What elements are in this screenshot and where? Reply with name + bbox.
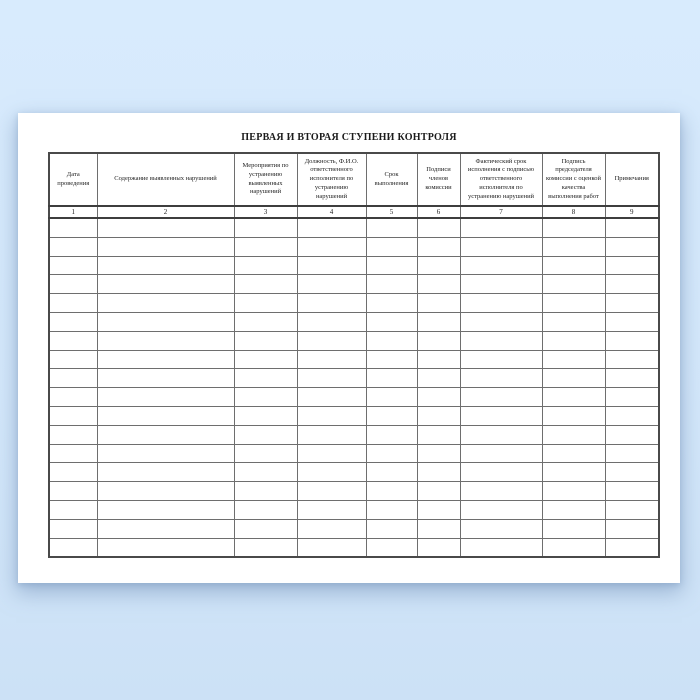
table-cell-empty bbox=[542, 369, 605, 388]
table-row bbox=[49, 500, 659, 519]
table-cell-empty bbox=[366, 218, 417, 237]
table-cell-empty bbox=[366, 369, 417, 388]
table-cell-empty bbox=[366, 350, 417, 369]
table-cell-empty bbox=[97, 256, 234, 275]
table-cell-empty bbox=[97, 275, 234, 294]
table-cell-empty bbox=[97, 369, 234, 388]
table-cell-empty bbox=[297, 256, 366, 275]
table-cell-empty bbox=[297, 425, 366, 444]
table-cell-empty bbox=[417, 406, 460, 425]
table-cell-empty bbox=[49, 275, 97, 294]
column-number: 1 bbox=[49, 206, 97, 218]
table-cell-empty bbox=[97, 463, 234, 482]
column-header: Мероприятия по устранению выявленных нарушений bbox=[234, 153, 297, 206]
document-page bbox=[18, 113, 680, 583]
table-cell-empty bbox=[49, 294, 97, 313]
table-cell-empty bbox=[234, 275, 297, 294]
table-cell-empty bbox=[417, 388, 460, 407]
table-row bbox=[49, 519, 659, 538]
table-cell-empty bbox=[417, 312, 460, 331]
column-header: Содержание выявленных нарушений bbox=[97, 153, 234, 206]
table-cell-empty bbox=[542, 463, 605, 482]
table-cell-empty bbox=[97, 538, 234, 557]
table-cell-empty bbox=[234, 256, 297, 275]
table-cell-empty bbox=[542, 500, 605, 519]
table-cell-empty bbox=[542, 331, 605, 350]
table-cell-empty bbox=[417, 444, 460, 463]
table-row bbox=[49, 256, 659, 275]
table-row bbox=[49, 425, 659, 444]
table-cell-empty bbox=[49, 406, 97, 425]
column-header: Дата проведения bbox=[49, 153, 97, 206]
table-cell-empty bbox=[460, 482, 542, 501]
table-cell-empty bbox=[542, 388, 605, 407]
table-cell-empty bbox=[297, 500, 366, 519]
table-cell-empty bbox=[234, 331, 297, 350]
table-row bbox=[49, 331, 659, 350]
column-number: 4 bbox=[297, 206, 366, 218]
table-row bbox=[49, 482, 659, 501]
table-cell-empty bbox=[297, 538, 366, 557]
table-cell-empty bbox=[297, 312, 366, 331]
table-cell-empty bbox=[297, 388, 366, 407]
table-cell-empty bbox=[49, 312, 97, 331]
table-cell-empty bbox=[297, 463, 366, 482]
column-number: 8 bbox=[542, 206, 605, 218]
table-cell-empty bbox=[542, 538, 605, 557]
table-cell-empty bbox=[366, 444, 417, 463]
table-cell-empty bbox=[605, 538, 659, 557]
table-cell-empty bbox=[460, 500, 542, 519]
column-header: Фактический срок исполнения с подписью ответственного исполнителя по устранению нарушений bbox=[460, 153, 542, 206]
table-cell-empty bbox=[542, 519, 605, 538]
table-cell-empty bbox=[297, 369, 366, 388]
table-cell-empty bbox=[297, 218, 366, 237]
table-row bbox=[49, 275, 659, 294]
table-cell-empty bbox=[542, 294, 605, 313]
table-cell-empty bbox=[297, 406, 366, 425]
table-cell-empty bbox=[49, 331, 97, 350]
table-cell-empty bbox=[49, 369, 97, 388]
table-cell-empty bbox=[297, 275, 366, 294]
table-cell-empty bbox=[234, 482, 297, 501]
table-cell-empty bbox=[234, 350, 297, 369]
table-cell-empty bbox=[234, 388, 297, 407]
table-cell-empty bbox=[460, 237, 542, 256]
table-cell-empty bbox=[97, 350, 234, 369]
table-cell-empty bbox=[366, 482, 417, 501]
table-cell-empty bbox=[460, 406, 542, 425]
table-row bbox=[49, 463, 659, 482]
table-cell-empty bbox=[49, 350, 97, 369]
table-cell-empty bbox=[49, 256, 97, 275]
table-cell-empty bbox=[417, 463, 460, 482]
table-cell-empty bbox=[460, 463, 542, 482]
table-row bbox=[49, 406, 659, 425]
table-cell-empty bbox=[97, 294, 234, 313]
table-cell-empty bbox=[234, 444, 297, 463]
table-cell-empty bbox=[542, 482, 605, 501]
table-row bbox=[49, 218, 659, 237]
table-row bbox=[49, 388, 659, 407]
table-cell-empty bbox=[542, 312, 605, 331]
table-row bbox=[49, 312, 659, 331]
table-cell-empty bbox=[366, 294, 417, 313]
table-cell-empty bbox=[605, 425, 659, 444]
table-cell-empty bbox=[234, 538, 297, 557]
table-cell-empty bbox=[460, 218, 542, 237]
table-cell-empty bbox=[366, 519, 417, 538]
table-cell-empty bbox=[605, 406, 659, 425]
column-number: 7 bbox=[460, 206, 542, 218]
table-cell-empty bbox=[542, 218, 605, 237]
table-cell-empty bbox=[605, 294, 659, 313]
table-cell-empty bbox=[605, 350, 659, 369]
table-cell-empty bbox=[417, 218, 460, 237]
table-cell-empty bbox=[605, 237, 659, 256]
table-cell-empty bbox=[460, 519, 542, 538]
table-cell-empty bbox=[49, 237, 97, 256]
column-header: Должность, Ф.И.О. ответственного исполнителя по устранению нарушений bbox=[297, 153, 366, 206]
table-cell-empty bbox=[297, 350, 366, 369]
table-cell-empty bbox=[366, 237, 417, 256]
table-cell-empty bbox=[542, 406, 605, 425]
table-cell-empty bbox=[234, 369, 297, 388]
table-cell-empty bbox=[97, 406, 234, 425]
page-title: ПЕРВАЯ И ВТОРАЯ СТУПЕНИ КОНТРОЛЯ bbox=[241, 132, 457, 143]
table-cell-empty bbox=[417, 425, 460, 444]
table-cell-empty bbox=[49, 425, 97, 444]
table-cell-empty bbox=[297, 519, 366, 538]
table-cell-empty bbox=[297, 482, 366, 501]
table-cell-empty bbox=[234, 463, 297, 482]
table-cell-empty bbox=[366, 538, 417, 557]
table-cell-empty bbox=[234, 218, 297, 237]
table-cell-empty bbox=[49, 500, 97, 519]
table-cell-empty bbox=[97, 218, 234, 237]
table-cell-empty bbox=[97, 519, 234, 538]
table-cell-empty bbox=[417, 538, 460, 557]
column-header: Примечания bbox=[605, 153, 659, 206]
control-table bbox=[48, 152, 660, 558]
column-number: 9 bbox=[605, 206, 659, 218]
table-cell-empty bbox=[542, 275, 605, 294]
table-cell-empty bbox=[460, 331, 542, 350]
table-cell-empty bbox=[97, 482, 234, 501]
table-cell-empty bbox=[460, 275, 542, 294]
table-cell-empty bbox=[605, 256, 659, 275]
table-cell-empty bbox=[234, 406, 297, 425]
table-cell-empty bbox=[605, 519, 659, 538]
column-number-row bbox=[49, 206, 659, 218]
table-cell-empty bbox=[297, 237, 366, 256]
table-cell-empty bbox=[49, 538, 97, 557]
table-cell-empty bbox=[49, 482, 97, 501]
table-cell-empty bbox=[460, 350, 542, 369]
table-row bbox=[49, 538, 659, 557]
table-cell-empty bbox=[605, 500, 659, 519]
table-cell-empty bbox=[234, 312, 297, 331]
table-cell-empty bbox=[542, 444, 605, 463]
table-cell-empty bbox=[97, 425, 234, 444]
header-row bbox=[49, 153, 659, 206]
table-row bbox=[49, 237, 659, 256]
table-cell-empty bbox=[417, 256, 460, 275]
table-cell-empty bbox=[460, 538, 542, 557]
table-cell-empty bbox=[605, 388, 659, 407]
table-row bbox=[49, 350, 659, 369]
table-cell-empty bbox=[460, 425, 542, 444]
table-row bbox=[49, 444, 659, 463]
column-number: 5 bbox=[366, 206, 417, 218]
table-cell-empty bbox=[234, 500, 297, 519]
table-cell-empty bbox=[460, 256, 542, 275]
table-cell-empty bbox=[234, 237, 297, 256]
table-cell-empty bbox=[97, 500, 234, 519]
table-cell-empty bbox=[417, 237, 460, 256]
table-cell-empty bbox=[366, 256, 417, 275]
table-cell-empty bbox=[417, 500, 460, 519]
table-cell-empty bbox=[366, 312, 417, 331]
table-cell-empty bbox=[49, 519, 97, 538]
table-cell-empty bbox=[49, 444, 97, 463]
table-cell-empty bbox=[234, 519, 297, 538]
table-cell-empty bbox=[542, 350, 605, 369]
table-cell-empty bbox=[417, 519, 460, 538]
table-cell-empty bbox=[605, 444, 659, 463]
table-cell-empty bbox=[460, 388, 542, 407]
table-cell-empty bbox=[417, 369, 460, 388]
table-cell-empty bbox=[366, 425, 417, 444]
table-cell-empty bbox=[417, 294, 460, 313]
table-cell-empty bbox=[366, 463, 417, 482]
table-cell-empty bbox=[97, 388, 234, 407]
table-cell-empty bbox=[366, 388, 417, 407]
table-cell-empty bbox=[605, 482, 659, 501]
table-cell-empty bbox=[460, 294, 542, 313]
table-cell-empty bbox=[97, 237, 234, 256]
table-cell-empty bbox=[417, 275, 460, 294]
table-cell-empty bbox=[605, 218, 659, 237]
table-cell-empty bbox=[297, 444, 366, 463]
column-header: Подписи членов комиссии bbox=[417, 153, 460, 206]
table-cell-empty bbox=[417, 350, 460, 369]
table-cell-empty bbox=[97, 312, 234, 331]
table-cell-empty bbox=[49, 388, 97, 407]
table-cell-empty bbox=[542, 425, 605, 444]
table-row bbox=[49, 294, 659, 313]
table-cell-empty bbox=[366, 406, 417, 425]
table-cell-empty bbox=[605, 312, 659, 331]
table-row bbox=[49, 369, 659, 388]
table-cell-empty bbox=[366, 275, 417, 294]
table-cell-empty bbox=[97, 444, 234, 463]
table-cell-empty bbox=[460, 444, 542, 463]
table-cell-empty bbox=[605, 275, 659, 294]
table-cell-empty bbox=[49, 463, 97, 482]
table-cell-empty bbox=[460, 369, 542, 388]
table-cell-empty bbox=[417, 331, 460, 350]
table-cell-empty bbox=[605, 369, 659, 388]
table-cell-empty bbox=[542, 256, 605, 275]
empty-rows-body bbox=[49, 218, 659, 557]
column-number: 3 bbox=[234, 206, 297, 218]
table-cell-empty bbox=[542, 237, 605, 256]
column-header: Подпись председателя комиссии с оценкой качества выполнения работ bbox=[542, 153, 605, 206]
column-number: 2 bbox=[97, 206, 234, 218]
table-cell-empty bbox=[97, 331, 234, 350]
column-header: Срок выполнения bbox=[366, 153, 417, 206]
table-cell-empty bbox=[460, 312, 542, 331]
table-cell-empty bbox=[366, 500, 417, 519]
table-cell-empty bbox=[417, 482, 460, 501]
table-cell-empty bbox=[297, 331, 366, 350]
table-cell-empty bbox=[366, 331, 417, 350]
table-cell-empty bbox=[49, 218, 97, 237]
table-cell-empty bbox=[234, 425, 297, 444]
table-cell-empty bbox=[234, 294, 297, 313]
table-cell-empty bbox=[297, 294, 366, 313]
table-cell-empty bbox=[605, 463, 659, 482]
column-number: 6 bbox=[417, 206, 460, 218]
table-cell-empty bbox=[605, 331, 659, 350]
